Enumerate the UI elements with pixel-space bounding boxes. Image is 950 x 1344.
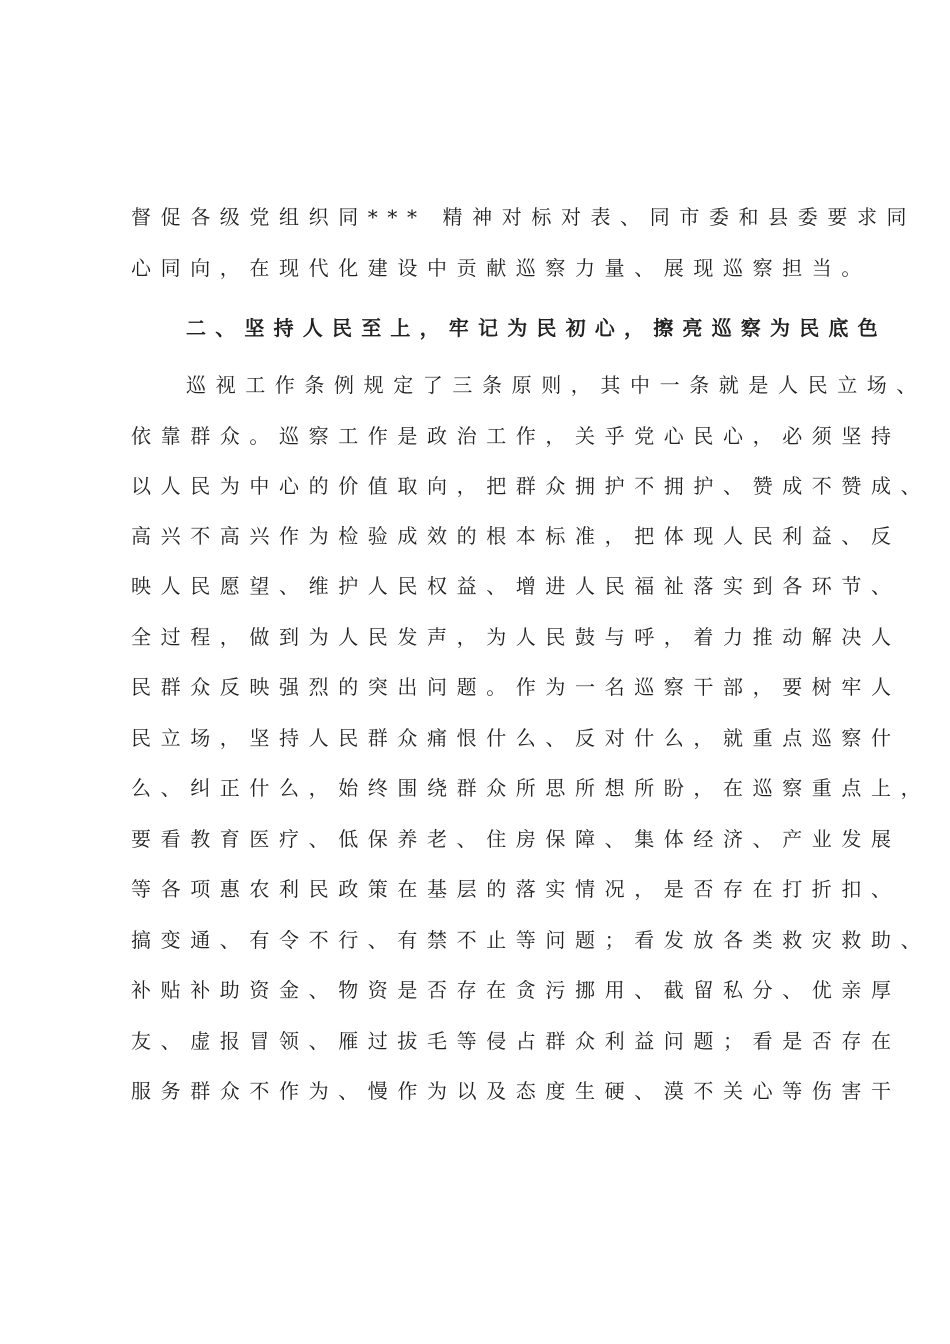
paragraph-2-line-13: 补贴补助资金、物资是否存在贪污挪用、截留私分、优亲厚: [131, 978, 901, 1002]
paragraph-2-line-7: 民群众反映强烈的突出问题。作为一名巡察干部，要树牢人: [131, 675, 901, 699]
paragraph-2-line-15: 服务群众不作为、慢作为以及态度生硬、漠不关心等伤害干: [131, 1079, 901, 1103]
paragraph-1-line-1: 督促各级党组织同*** 精神对标对表、同市委和县委要求同: [131, 205, 917, 229]
paragraph-2-line-10: 要看教育医疗、低保养老、住房保障、集体经济、产业发展: [131, 827, 901, 851]
paragraph-2-line-6: 全过程，做到为人民发声，为人民鼓与呼，着力推动解决人: [131, 625, 901, 649]
paragraph-2-line-5: 映人民愿望、维护人民权益、增进人民福祉落实到各环节、: [131, 574, 901, 598]
paragraph-2-line-2: 依靠群众。巡察工作是政治工作，关乎党心民心，必须坚持: [131, 424, 901, 448]
paragraph-1-line-2: 心同向，在现代化建设中贡献巡察力量、展现巡察担当。: [131, 256, 871, 280]
paragraph-2-line-14: 友、虚报冒领、雁过拔毛等侵占群众利益问题；看是否存在: [131, 1029, 901, 1053]
paragraph-2-line-8: 民立场，坚持人民群众痛恨什么、反对什么，就重点巡察什: [131, 726, 901, 750]
paragraph-2-line-4: 高兴不高兴作为检验成效的根本标准，把体现人民利益、反: [131, 524, 901, 548]
paragraph-2-line-3: 以人民为中心的价值取向，把群众拥护不拥护、赞成不赞成、: [131, 474, 931, 498]
paragraph-2-line-11: 等各项惠农利民政策在基层的落实情况，是否存在打折扣、: [131, 877, 901, 901]
paragraph-2-line-1: 巡视工作条例规定了三条原则，其中一条就是人民立场、: [186, 373, 926, 397]
paragraph-2-line-9: 么、纠正什么，始终围绕群众所思所想所盼，在巡察重点上，: [131, 776, 931, 800]
paragraph-2-line-12: 搞变通、有令不行、有禁不止等问题；看发放各类救灾救助、: [131, 928, 931, 952]
section-heading: 二、坚持人民至上，牢记为民初心，擦亮巡察为民底色: [186, 316, 887, 340]
